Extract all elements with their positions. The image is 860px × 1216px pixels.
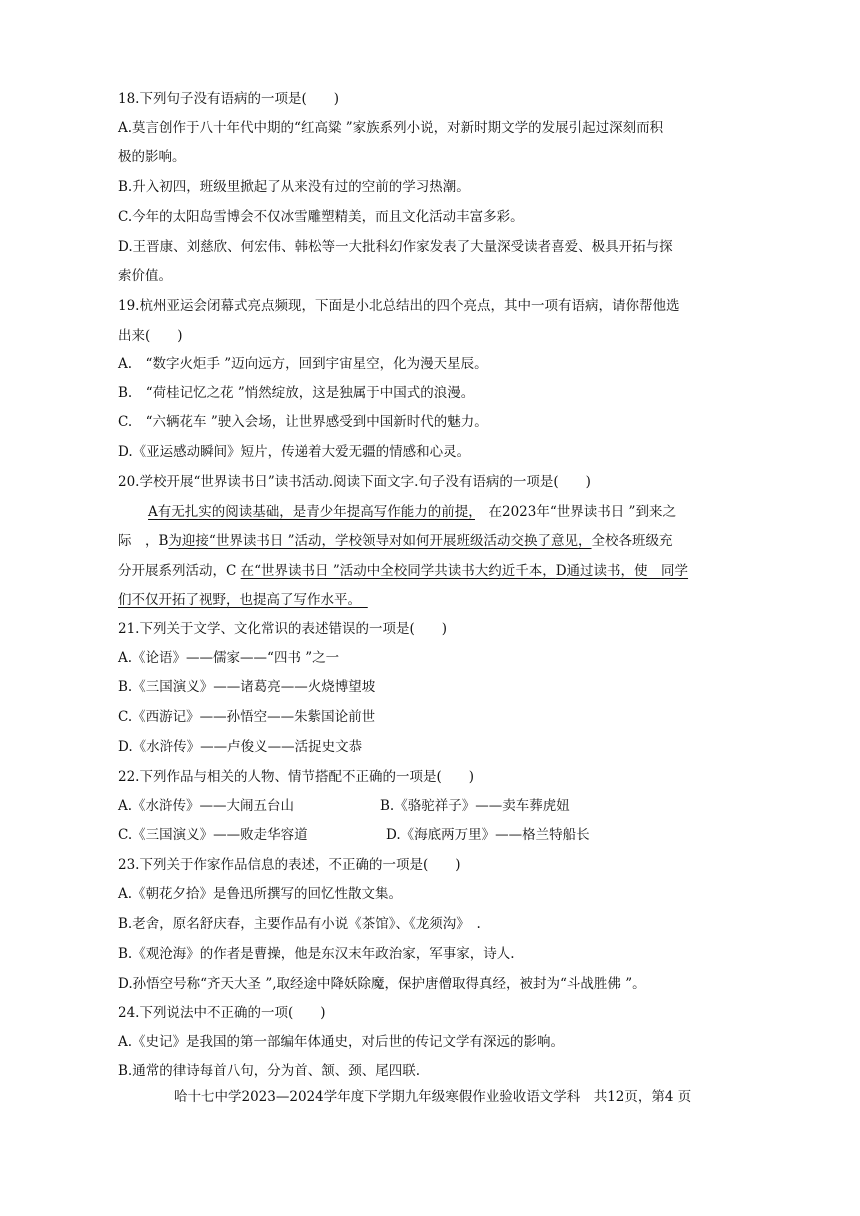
q20-segment-d-cont: 们不仅开拓了视野，也提高了写作水平。 (118, 592, 368, 608)
q18-option-a: A.莫言创作于八十年代中期的“红高粱 ”家族系列小说，对新时期文学的发展引起过深刻而积 (118, 120, 664, 136)
q19-stem: 19.杭州亚运会闭幕式亮点频现，下面是小北总结出的四个亮点，其中一项有语病，请你帮他选 (118, 298, 680, 314)
q24-stem: 24.下列说法中不正确的一项( ) (118, 1005, 326, 1021)
q18-stem: 18.下列句子没有语病的一项是( ) (118, 91, 340, 107)
q22-option-c: C.《三国演义》——败走华容道 (118, 827, 308, 843)
q20-passage-line-3 (118, 561, 688, 581)
q20-segment-b: 为迎接“世界读书日 ”活动，学校领导对如何开展班级活动交换了意见， (168, 533, 592, 549)
q22-stem: 22.下列作品与相关的人物、情节搭配不正确的一项是( ) (118, 769, 475, 785)
q20-passage-line-4 (118, 590, 368, 610)
q19-option-c: C. “六辆花车 ”驶入会场，让世界感受到中国新时代的魅力。 (118, 414, 488, 430)
page-footer: 哈十七中学2023—2024学年度下学期九年级寒假作业验收语文学科 共12页，第4 页 (174, 1089, 692, 1105)
q19-option-a: A. “数字火炬手 ”迈向远方，回到宇宙星空，化为漫天星辰。 (118, 356, 488, 372)
q20-passage-line-2 (118, 531, 673, 551)
q20-passage-text: 际 ，B (118, 533, 169, 549)
q18-option-d-cont: 索价值。 (118, 268, 172, 284)
q20-segment-c: 在“世界读书日 ”活动中全校同学共读书大约近千本， (240, 563, 556, 579)
q22-option-d: D.《海底两万里》——格兰特船长 (386, 827, 590, 843)
q21-option-d: D.《水浒传》——卢俊义——活捉史文恭 (118, 739, 363, 755)
q18-option-c: C.今年的太阳岛雪博会不仅冰雪雕塑精美，而且文化活动丰富多彩。 (118, 209, 524, 225)
q20-stem: 20.学校开展“世界读书日”读书活动.阅读下面文字.句子没有语病的一项是( ) (118, 474, 591, 490)
q20-passage-text: 分开展系列活动，C (118, 563, 241, 579)
q20-passage-text: 在2023年“世界读书日 ”到来之 (475, 504, 676, 520)
q22-option-b: B.《骆驼祥子》——卖车葬虎妞 (380, 798, 570, 814)
q18-option-d: D.王晋康、刘慈欣、何宏伟、韩松等一大批科幻作家发表了大量深受读者喜爱、极具开拓与探 (118, 239, 673, 255)
q21-option-a: A.《论语》——儒家——“四书 ”之一 (118, 650, 340, 666)
q22-option-a: A.《水浒传》——大闹五台山 (118, 798, 295, 814)
q23-option-a: A.《朝花夕拾》是鲁迅所撰写的回忆性散文集。 (118, 886, 403, 902)
q24-option-a: A.《史记》是我国的第一部编年体通史，对后世的传记文学有深远的影响。 (118, 1034, 565, 1050)
q21-stem: 21.下列关于文学、文化常识的表述错误的一项是( ) (118, 621, 448, 637)
q23-option-b: B.老舍，原名舒庆春，主要作品有小说《茶馆》、《龙须沟》 . (118, 916, 481, 932)
q20-passage-text: 全校各班级充 (591, 533, 673, 549)
q18-option-a-cont: 极的影响。 (118, 149, 186, 165)
q21-option-c: C.《西游记》——孙悟空——朱紫国论前世 (118, 709, 376, 725)
q20-segment-d: D通过读书，使 同学 (555, 563, 689, 579)
q21-option-b: B.《三国演义》——诸葛亮——火烧博望坡 (118, 679, 376, 695)
q23-option-b-second: B.《观沧海》的作者是曹操，他是东汉末年政治家，军事家，诗人. (118, 946, 515, 962)
q23-stem: 23.下列关于作家作品信息的表述，不正确的一项是( ) (118, 857, 461, 873)
q19-option-d: D.《亚运感动瞬间》短片，传递着大爱无疆的情感和心灵。 (118, 444, 471, 460)
q19-option-b: B. “荷桂记忆之花 ”悄然绽放，这是独属于中国式的浪漫。 (118, 385, 475, 401)
q18-option-b: B.升入初四，班级里掀起了从来没有过的空前的学习热潮。 (118, 179, 470, 195)
q24-option-b: B.通常的律诗每首八句，分为首、颔、颈、尾四联. (118, 1063, 421, 1079)
q19-stem-cont: 出来( ) (118, 328, 183, 344)
q23-option-d: D.孙悟空号称“齐天大圣 ”,取经途中降妖除魔，保护唐僧取得真经，被封为“斗战胜佛 ”。 (118, 976, 646, 992)
q20-passage-line-1 (148, 502, 676, 522)
q20-segment-a: A有无扎实的阅读基础，是青少年提高写作能力的前提， (148, 504, 475, 520)
